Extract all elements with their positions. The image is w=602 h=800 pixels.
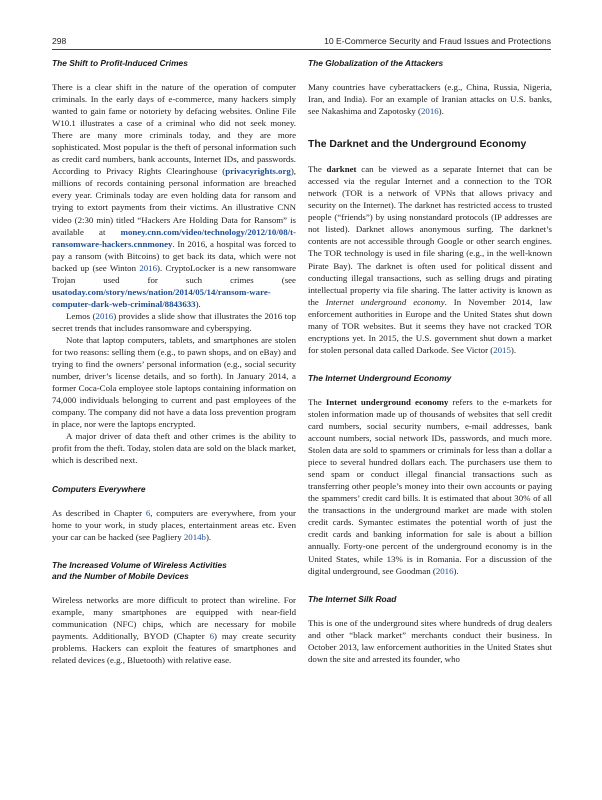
citation-goodman[interactable]: 2016 xyxy=(435,565,454,576)
text: There is a clear shift in the nature of the operation of computer criminals. In the early days of e-commerce, many hackers simply wanted to gain fame or notoriety by defacing websites. Online File W10.1 illustrates a case of a criminal who did not seek money. There are many more criminals today, and they are more sophisticated. Most popular is the theft of personal information such as credit card numbers, bank accounts, Internet IDs, and passwords. According to Privacy Rights Clearinghouse ( xyxy=(52,82,296,177)
section-heading-darknet: The Darknet and the Underground Economy xyxy=(308,139,527,151)
text: Many countries have cyberattackers (e.g., China, Russia, Nigeria, Iran, and India). For an example of Iranian attacks on U.S. banks, see Nakashima and Zapotosky ( xyxy=(308,82,552,117)
text: ). xyxy=(195,298,201,309)
running-head xyxy=(52,36,551,50)
link-privacyrights[interactable]: privacyrights.org xyxy=(225,166,291,177)
subheading-computers-everywhere: Computers Everywhere xyxy=(52,483,146,494)
paragraph-data-theft: A major driver of data theft and other crimes is the ability to profit from the theft. Today, stolen data are sold on the black market, which is described next. xyxy=(52,431,296,466)
citation-winton[interactable]: 2016 xyxy=(139,262,157,273)
text: . In November 2014, law enforcement authorities in Europe and the United States shut down many of TOR websites. But it seems they have not cracked TOR encryptions yet. In 2015, the U.S. government shut down a market for stolen personal data called Darkode. See Victor ( xyxy=(308,296,553,355)
header-rule xyxy=(52,49,551,50)
text: The xyxy=(308,396,326,407)
text: ). xyxy=(438,106,444,117)
term-darknet: darknet xyxy=(326,164,357,175)
paragraph-silk-road: This is one of the underground sites where hundreds of drug dealers and other “black market” merchants conduct their business. In October 2013, law enforcement authorities in the United States shut down the site and arrested its founder, who xyxy=(308,617,552,664)
text: ) provides a slide show that illustrates the 2016 top secret trends that includes ransomware and cyberspying. xyxy=(52,310,296,333)
subheading-wireless xyxy=(52,560,296,582)
subheading-silk-road: The Internet Silk Road xyxy=(308,593,397,604)
text: ). xyxy=(453,565,459,576)
subheading-globalization: The Globalization of the Attackers xyxy=(308,58,444,68)
text: The xyxy=(308,164,327,175)
paragraph-computers-everywhere xyxy=(52,507,296,543)
link-cnn-video[interactable]: money.cnn.com/video/technology/2012/10/08/t-ransomware-hackers.cnnmoney xyxy=(52,226,296,249)
paragraph-underground-economy xyxy=(308,396,552,577)
paragraph-lemos xyxy=(52,310,296,334)
left-column xyxy=(52,58,296,666)
text: The Increased Volume of Wireless Activities xyxy=(52,559,227,570)
citation-nakashima[interactable]: 2016 xyxy=(420,106,439,117)
link-usatoday[interactable]: usatoday.com/story/news/nation/2014/05/14/ransom-ware-computer-dark-web-criminal/8843633 xyxy=(52,286,271,309)
citation-lemos[interactable]: 2016 xyxy=(95,310,114,321)
text: ). xyxy=(205,531,212,542)
text: ). xyxy=(510,344,517,355)
subheading-underground-economy: The Internet Underground Economy xyxy=(308,372,452,383)
text: Wireless networks are more difficult to protect than wireline. For example, many smartphones are equipped with near-field communication (NFC) chips, which are necessary for mobile payments. Additionally, BYOD (Chapter xyxy=(52,594,296,641)
paragraph-profit-crimes xyxy=(52,81,296,310)
subheading-profit-crimes: The Shift to Profit-Induced Crimes xyxy=(52,58,188,68)
citation-chapter-6b[interactable]: 6 xyxy=(209,630,215,641)
text: can be viewed as a separate Internet that can be accessed via the regular Internet and a connection to the TOR network (TOR is a network of VPNs that allows privacy and security on the Internet). The darknet has restricted access to trusted people (“friends”) by using nonstandard protocols (IP addresses are not listed). Darknet allows anonymous surfing. The darknet’s contents are not accessible through Google or other search engines. The TOR technology is used in file sharing (e.g., in the well-known Pirate Bay). The darknet is often used for political dissent and conducting illegal transactions, such as selling drugs and pirating intellectual property via file sharing. The latter activity is known as the xyxy=(308,164,553,307)
citation-pagliery[interactable]: 2014b xyxy=(183,531,206,542)
paragraph-darknet xyxy=(308,163,552,356)
term-internet-underground-economy: Internet underground economy xyxy=(325,396,449,407)
text: Lemos ( xyxy=(66,310,96,321)
right-column xyxy=(308,58,552,665)
term-underground-economy: Internet underground economy xyxy=(325,296,445,307)
text: ), millions of records containing personal information are breached every year. Criminals today are even holding data for ransom and trying to extort payments from their victims. An illustrative CNN video (2:30 min) titled “Hackers Are Holding Data for Ransom” is available at xyxy=(52,166,296,237)
text: and the Number of Mobile Devices xyxy=(52,570,189,581)
text: , computers are everywhere, from your home to your work, in study places, entertainment areas etc. Even your car can be hacked (see Pagliery xyxy=(52,507,296,542)
citation-chapter-6[interactable]: 6 xyxy=(145,507,151,518)
text: ) may create security problems. Hackers can exploit the features of smartphones and related devices (e.g., Bluetooth) with relative ease. xyxy=(52,630,297,665)
paragraph-globalization xyxy=(308,81,552,117)
text: ). CryptoLocker is a new ransomware Trojan used for such crimes (see xyxy=(52,262,297,285)
chapter-title: 10 E-Commerce Security and Fraud Issues and Protections xyxy=(324,36,551,46)
text: . In 2016, a hospital was forced to pay a ransom (with Bitcoins) to get back its data, which were not backed up (see Winton xyxy=(52,238,296,273)
page-number: 298 xyxy=(52,36,67,46)
paragraph-wireless xyxy=(52,594,296,666)
citation-victor[interactable]: 2015 xyxy=(493,344,511,355)
paragraph-laptops: Note that laptop computers, tablets, and smartphones are stolen for two reasons: selling them (e.g., to pawn shops, and on eBay) and trying to find the owners’ personal information (e.g., social security number, driver’s license details, and so forth). In January 2014, a former Coca-Cola employee stole laptops containing information on 74,000 individuals belonging to current and past employees of the company. The company did not have a data loss prevention program in place, nor were the laptops encrypted. xyxy=(52,334,296,430)
text: As described in Chapter xyxy=(52,507,146,518)
text: refers to the e-markets for stolen information made up of thousands of websites that sell credit card numbers, social security numbers, e-mail addresses, bank account numbers, social network IDs, passwords, and much more. Stolen data are sold to spammers or criminals for less than a dollar a piece to several hundred dollars each. The purchasers use them to send spam or conduct illegal financial transactions such as transferring other people’s money into their own accounts or paying the spammers’ credit card bills. It is estimated that about 30% of all the transactions in the underground market are made with stolen credit cards. Symantec estimates the potential worth of just the credit cards and banking information for sale is about a billion annually. Forty-one percent of the underground economy is in the United States, while 13% is in Romania. For a discussion of the digital underground, see Goodman ( xyxy=(308,396,553,576)
